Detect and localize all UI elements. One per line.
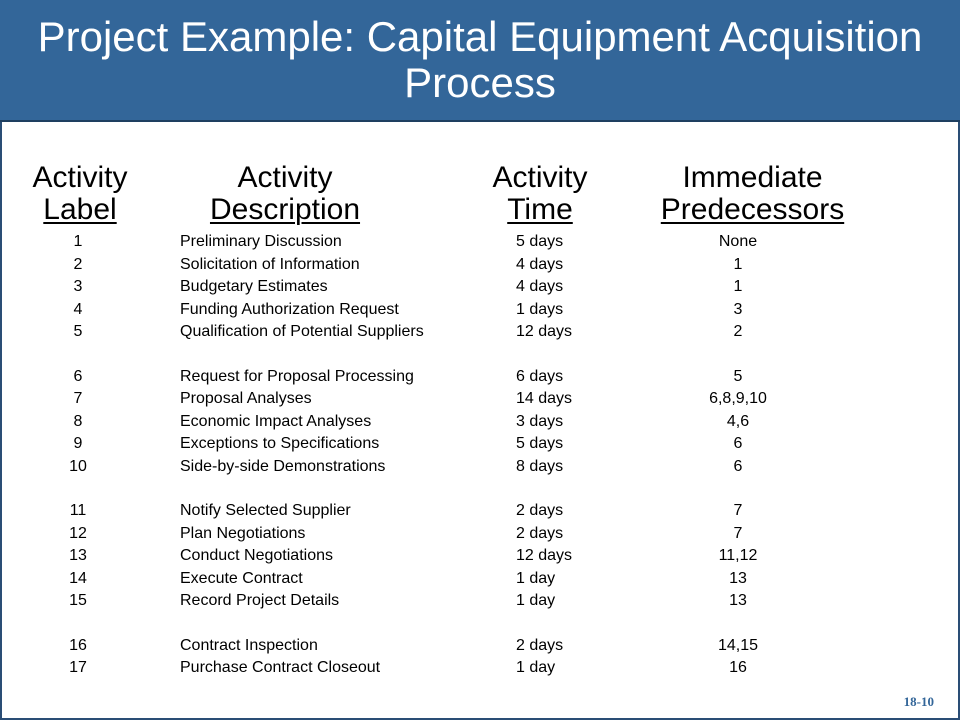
- cell-activity-description: Notify Selected Supplier: [180, 502, 351, 519]
- cell-immediate-predecessors: 13: [729, 569, 747, 587]
- cell-activity-time: 5 days: [516, 435, 564, 452]
- cell-immediate-predecessors: 7: [733, 524, 743, 542]
- cell-activity-time: 1 day: [516, 569, 556, 587]
- header-activity-description: [170, 162, 400, 226]
- cell-activity-description: Exceptions to Specifications: [180, 435, 380, 452]
- cell-activity-description: Budgetary Estimates: [180, 278, 328, 295]
- cell-immediate-predecessors: 6: [733, 457, 743, 475]
- cell-activity-time: 1 day: [516, 659, 556, 676]
- header-label-line1: Activity: [32, 161, 128, 194]
- cell-activity-time: 8 days: [516, 457, 564, 475]
- cell-activity-label: 11: [69, 502, 87, 519]
- cell-immediate-predecessors: 1: [733, 255, 743, 273]
- cell-activity-time: 6 days: [516, 367, 564, 385]
- cell-activity-label: 14: [69, 569, 87, 587]
- header-activity-time: [470, 162, 610, 226]
- table-row: [0, 568, 960, 590]
- cell-activity-time: 12 days: [516, 323, 573, 340]
- table-row: [0, 411, 960, 433]
- table-row: [0, 388, 960, 410]
- cell-activity-time: 4 days: [516, 255, 564, 273]
- cell-immediate-predecessors: 2: [733, 323, 743, 340]
- cell-activity-label: 16: [69, 636, 87, 654]
- table-row: [0, 254, 960, 276]
- cell-activity-description: Execute Contract: [180, 569, 303, 587]
- table-row: [0, 299, 960, 321]
- cell-activity-description: Economic Impact Analyses: [180, 412, 372, 430]
- header-immediate-predecessors: [640, 162, 865, 226]
- header-pred-line2: Predecessors: [660, 193, 845, 226]
- cell-activity-label: 2: [73, 255, 83, 273]
- header-desc-line2: Description: [209, 193, 361, 226]
- cell-activity-label: 17: [69, 659, 87, 676]
- cell-activity-label: 4: [73, 300, 83, 318]
- cell-activity-description: Contract Inspection: [180, 636, 318, 654]
- cell-activity-label: 13: [69, 547, 87, 564]
- cell-immediate-predecessors: 6: [733, 435, 743, 452]
- cell-activity-description: Purchase Contract Closeout: [180, 659, 381, 676]
- page-number: 18-10: [903, 694, 934, 709]
- cell-activity-label: 10: [69, 457, 87, 475]
- table-row: [0, 590, 960, 612]
- cell-activity-time: 14 days: [516, 390, 573, 407]
- header-time-line2: Time: [507, 193, 573, 226]
- table-row: [0, 500, 960, 522]
- header-label-line2: Label: [43, 193, 117, 226]
- cell-activity-label: 7: [73, 390, 83, 407]
- cell-activity-time: 1 day: [516, 592, 556, 609]
- cell-activity-description: Solicitation of Information: [180, 255, 360, 273]
- cell-activity-time: 4 days: [516, 278, 564, 295]
- header-time-line1: Activity: [492, 161, 588, 194]
- cell-activity-time: 2 days: [516, 524, 564, 542]
- cell-activity-description: Side-by-side Demonstrations: [180, 457, 386, 475]
- cell-activity-description: Request for Proposal Processing: [180, 367, 414, 385]
- cell-activity-label: 15: [69, 592, 87, 609]
- cell-activity-description: Qualification of Potential Suppliers: [180, 323, 424, 340]
- table-row: [0, 366, 960, 388]
- cell-immediate-predecessors: 5: [733, 367, 743, 385]
- cell-immediate-predecessors: 13: [729, 592, 747, 609]
- cell-activity-label: 8: [73, 412, 83, 430]
- cell-activity-description: Record Project Details: [180, 592, 340, 609]
- title-band: [0, 0, 960, 122]
- cell-immediate-predecessors: 11,12: [718, 547, 758, 564]
- cell-activity-time: 3 days: [516, 412, 564, 430]
- table-row: [0, 545, 960, 567]
- cell-immediate-predecessors: 4,6: [726, 412, 750, 430]
- cell-activity-description: Conduct Negotiations: [180, 547, 333, 564]
- cell-immediate-predecessors: 7: [733, 502, 743, 519]
- cell-activity-time: 2 days: [516, 636, 564, 654]
- cell-activity-description: Preliminary Discussion: [180, 233, 342, 250]
- cell-activity-label: 6: [73, 367, 83, 385]
- slide-title: Project Example: Capital Equipment Acquisition Process: [37, 13, 923, 106]
- cell-immediate-predecessors: 3: [733, 300, 743, 318]
- header-pred-line1: Immediate: [682, 161, 823, 194]
- table-row: [0, 321, 960, 343]
- cell-activity-label: 1: [73, 233, 83, 250]
- cell-immediate-predecessors: None: [718, 233, 758, 250]
- header-desc-line1: Activity: [237, 161, 333, 194]
- table-row: [0, 433, 960, 455]
- table-row: [0, 456, 960, 478]
- cell-immediate-predecessors: 1: [733, 278, 743, 295]
- cell-immediate-predecessors: 14,15: [717, 636, 759, 654]
- table-row: [0, 276, 960, 298]
- header-activity-label: [20, 162, 140, 226]
- cell-immediate-predecessors: 16: [729, 659, 747, 676]
- cell-activity-time: 5 days: [516, 233, 564, 250]
- cell-activity-description: Plan Negotiations: [180, 524, 306, 542]
- cell-activity-time: 1 days: [516, 300, 564, 318]
- table-row: [0, 231, 960, 253]
- cell-activity-description: Funding Authorization Request: [180, 300, 399, 318]
- cell-immediate-predecessors: 6,8,9,10: [709, 390, 767, 407]
- cell-activity-label: 9: [73, 435, 83, 452]
- cell-activity-label: 5: [73, 323, 83, 340]
- cell-activity-label: 12: [69, 524, 87, 542]
- cell-activity-label: 3: [73, 278, 83, 295]
- cell-activity-description: Proposal Analyses: [180, 390, 312, 407]
- cell-activity-time: 12 days: [516, 547, 573, 564]
- table-row: [0, 635, 960, 657]
- cell-activity-time: 2 days: [516, 502, 564, 519]
- table-row: [0, 657, 960, 679]
- table-row: [0, 523, 960, 545]
